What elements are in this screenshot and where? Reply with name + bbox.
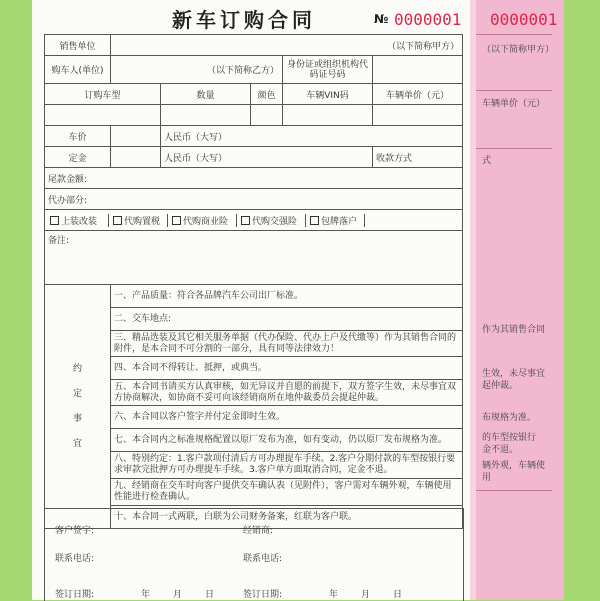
color-header: 颜色 [251, 84, 283, 105]
seller-note: （以下简称甲方） [387, 41, 460, 52]
dealer-month: 月 [361, 590, 371, 600]
number-label: № [374, 12, 389, 26]
copy-serial-number: 0000001 [490, 10, 558, 29]
copy-clause8-fragment2: 金不退。 [482, 445, 519, 455]
price-cell[interactable] [111, 126, 161, 147]
vin-header: 车辆VIN码 [283, 84, 373, 105]
copy-unit-price: 车辆单价（元） [482, 99, 546, 109]
serial-number: 0000001 [394, 10, 462, 29]
dealer-day: 日 [393, 590, 403, 600]
copy-payment-fragment: 式 [482, 156, 492, 166]
payment-method-label: 收款方式 [376, 153, 413, 164]
model-cell[interactable] [45, 105, 161, 126]
unit-price-header: 车辆单价（元） [373, 84, 463, 105]
option-registration[interactable]: 包牌落户 [306, 214, 365, 227]
clause-3: 三、精品选装及其它相关服务单据（代办保险、代办上户及代缴等）作为其销售合同的附件，是本合同不可分割的一部分，具有同等法律效力！ [111, 331, 463, 357]
dealer-phone-label: 联系电话: [243, 554, 283, 564]
copy-rule [476, 34, 552, 35]
option-commercial-insurance[interactable]: 代购商业险 [168, 214, 237, 227]
agreement-label: 约 定 事 宜 [45, 285, 111, 529]
checkbox-icon[interactable] [113, 216, 122, 225]
buyer-label: 购车人(单位) [45, 56, 111, 84]
agency-label: 代办部分: [48, 195, 88, 206]
buyer-field[interactable] [111, 56, 283, 84]
copy-seller-note: （以下简称甲方） [482, 45, 555, 55]
id-label: 身份证或组织机构代码证号码 [283, 56, 373, 84]
price-rmb-field[interactable] [161, 126, 463, 147]
customer-date-label: 签订日期: [55, 590, 95, 600]
deposit-rmb-label: 人民币（大写） [164, 153, 228, 164]
copy-clause5-fragment2: 起仲裁。 [482, 381, 519, 391]
seller-field[interactable] [111, 35, 463, 56]
payment-method-field[interactable] [373, 147, 463, 168]
agency-field[interactable] [45, 189, 463, 210]
customer-day: 日 [205, 590, 215, 600]
remarks-label: 备注: [48, 236, 70, 246]
agency-options [45, 210, 463, 231]
price-label: 车价 [45, 126, 111, 147]
buyer-note: （以下简称乙方） [206, 66, 279, 76]
checkbox-icon[interactable] [241, 216, 250, 225]
copy-clause9-fragment1: 辆外观，车辆使 [482, 461, 546, 471]
copy-rule [476, 90, 552, 91]
clause-5: 五、本合同书请买方认真审核，如无异议并自愿的前提下，双方签字生效，未尽事宜双方协商解决，如协商不妥可向该经销商所在地仲裁委员会提起仲裁。 [111, 380, 463, 406]
copy-clause9-fragment2: 用 [482, 473, 492, 483]
checkbox-icon[interactable] [310, 216, 319, 225]
copy-clause7-fragment: 布规格为准。 [482, 413, 537, 423]
clause-9: 九、经销商在交车时向客户提供交车确认表（见附件），客户需对车辆外观，车辆使用性能进行检查确认。 [111, 479, 463, 506]
clause-8: 八、特别约定：1.客户款项付清后方可办理提车手续。2.客户分期付款的车型按银行要求审款完批押方可办理提车手续。3.客户单方面取消合同，定金不退。 [111, 452, 463, 479]
price-rmb-label: 人民币（大写） [164, 132, 228, 143]
deposit-rmb-field[interactable] [161, 147, 373, 168]
clause-7: 七、本合同内之标准规格配置以原厂发布为准，如有变动，仍以原厂发布规格为准。 [111, 429, 463, 452]
dealer-year: 年 [329, 590, 339, 600]
deposit-label: 定金 [45, 147, 111, 168]
quantity-cell[interactable] [161, 105, 251, 126]
option-purchase-tax[interactable]: 代购置税 [109, 214, 168, 227]
checkbox-icon[interactable] [172, 216, 181, 225]
option-modification[interactable]: 上装改装 [45, 214, 109, 227]
signature-area [44, 508, 464, 601]
quantity-header: 数量 [161, 84, 251, 105]
deposit-cell[interactable] [111, 147, 161, 168]
clause-10: 十、本合同一式两联，白联为公司财务备案，红联为客户联。 [111, 506, 463, 529]
remarks-field[interactable] [45, 231, 463, 285]
id-field[interactable] [373, 56, 463, 84]
contract-form [44, 34, 463, 529]
clause-2: 二、交车地点: [111, 308, 463, 331]
unit-price-cell[interactable] [373, 105, 463, 126]
contract-sheet [32, 0, 470, 600]
clause-1: 一、产品质量：符合各品牌汽车公司出厂标准。 [111, 285, 463, 308]
contract-title: 新车订购合同 [172, 8, 316, 32]
seller-label: 销售单位 [45, 35, 111, 56]
vin-cell[interactable] [283, 105, 373, 126]
copy-clause5-fragment1: 生效，未尽事宜 [482, 369, 546, 379]
balance-label: 尾款金额: [48, 174, 88, 185]
customer-year: 年 [141, 590, 151, 600]
clause-6: 六、本合同以客户签字并付定金即时生效。 [111, 406, 463, 429]
copy-rule [476, 148, 552, 149]
option-compulsory-insurance[interactable]: 代购交强险 [237, 214, 306, 227]
model-header: 订购车型 [45, 84, 161, 105]
color-cell[interactable] [251, 105, 283, 126]
checkbox-icon[interactable] [50, 216, 59, 225]
dealer-label: 经销商: [243, 526, 274, 536]
customer-sign-label: 客户签字: [55, 526, 95, 536]
copy-clause8-fragment1: 的车型按银行 [482, 433, 537, 443]
clause-4: 四、本合同不得转让、抵押，或典当。 [111, 357, 463, 380]
balance-field[interactable] [45, 168, 463, 189]
copy-rule [476, 490, 552, 491]
customer-month: 月 [173, 590, 183, 600]
dealer-date-label: 签订日期: [243, 590, 283, 600]
customer-phone-label: 联系电话: [55, 554, 95, 564]
copy-clause3-fragment: 作为其销售合同 [482, 325, 546, 335]
